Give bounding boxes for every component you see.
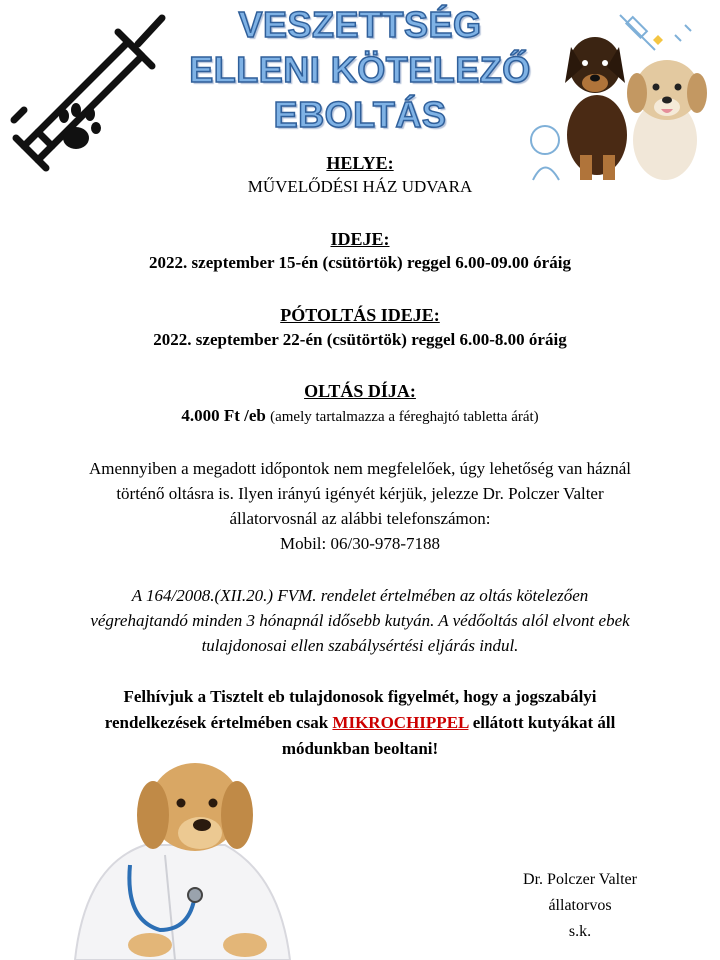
location-value: MŰVELŐDÉSI HÁZ UDVARA <box>247 177 473 196</box>
phone-number: Mobil: 06/30-978-7188 <box>279 534 441 553</box>
fee-line <box>0 405 720 428</box>
regulation-paragraph <box>0 583 720 658</box>
paragraph-line: Amennyiben a megadott időpontok nem megfelelőek, úgy lehetőség van háznál <box>89 459 631 478</box>
title-line: ELLENI KÖTELEZŐ <box>189 49 531 90</box>
signature-name: Dr. Polczer Valter <box>523 871 637 888</box>
paragraph-line: állatorvosnál az alábbi telefonszámon: <box>229 509 491 528</box>
signature-mark: s.k. <box>568 923 592 940</box>
makeup-value: 2022. szeptember 22-én (csütörtök) reggel 6.00-8.00 óráig <box>153 330 567 349</box>
time-value: 2022. szeptember 15-én (csütörtök) reggel 6.00-09.00 óráig <box>149 253 571 272</box>
paragraph-line: történő oltásra is. Ilyen irányú igényét kérjük, jelezze Dr. Polczer Valter <box>116 484 604 503</box>
microchip-highlight: MIKROCHIPPEL <box>332 713 469 732</box>
home-vaccination-paragraph <box>0 456 720 556</box>
fee-heading: OLTÁS DÍJA: <box>304 381 416 401</box>
page-title <box>160 2 560 137</box>
notice-text: ellátott kutyákat áll <box>472 713 616 732</box>
title-line: VESZETTSÉG <box>238 4 482 45</box>
title-line: EBOLTÁS <box>273 94 447 135</box>
location-heading: HELYE: <box>326 153 394 173</box>
paragraph-line <box>0 710 720 736</box>
signature-role: állatorvos <box>548 897 612 914</box>
paragraph-line: tulajdonosai ellen szabálysértési eljárás indul. <box>201 636 519 655</box>
signature-block <box>480 867 680 945</box>
paragraph-line: végrehajtandó minden 3 hónapnál idősebb kutyán. A védőoltás alól elvont ebek <box>90 611 630 630</box>
paragraph-line: A 164/2008.(XII.20.) FVM. rendelet értelmében az oltás kötelezően <box>131 586 589 605</box>
makeup-heading: PÓTOLTÁS IDEJE: <box>280 305 440 325</box>
paragraph-line: Felhívjuk a Tisztelt eb tulajdonosok figyelmét, hogy a jogszabályi <box>123 687 597 706</box>
fee-amount: 4.000 Ft /eb <box>181 406 266 425</box>
notice-text: rendelkezések értelmében csak <box>104 713 329 732</box>
fee-note: (amely tartalmazza a féreghajtó tabletta árát) <box>270 409 539 425</box>
vet-dog-illustration <box>55 745 295 960</box>
time-heading: IDEJE: <box>330 229 390 249</box>
paragraph-line: módunkban beoltani! <box>281 739 439 758</box>
